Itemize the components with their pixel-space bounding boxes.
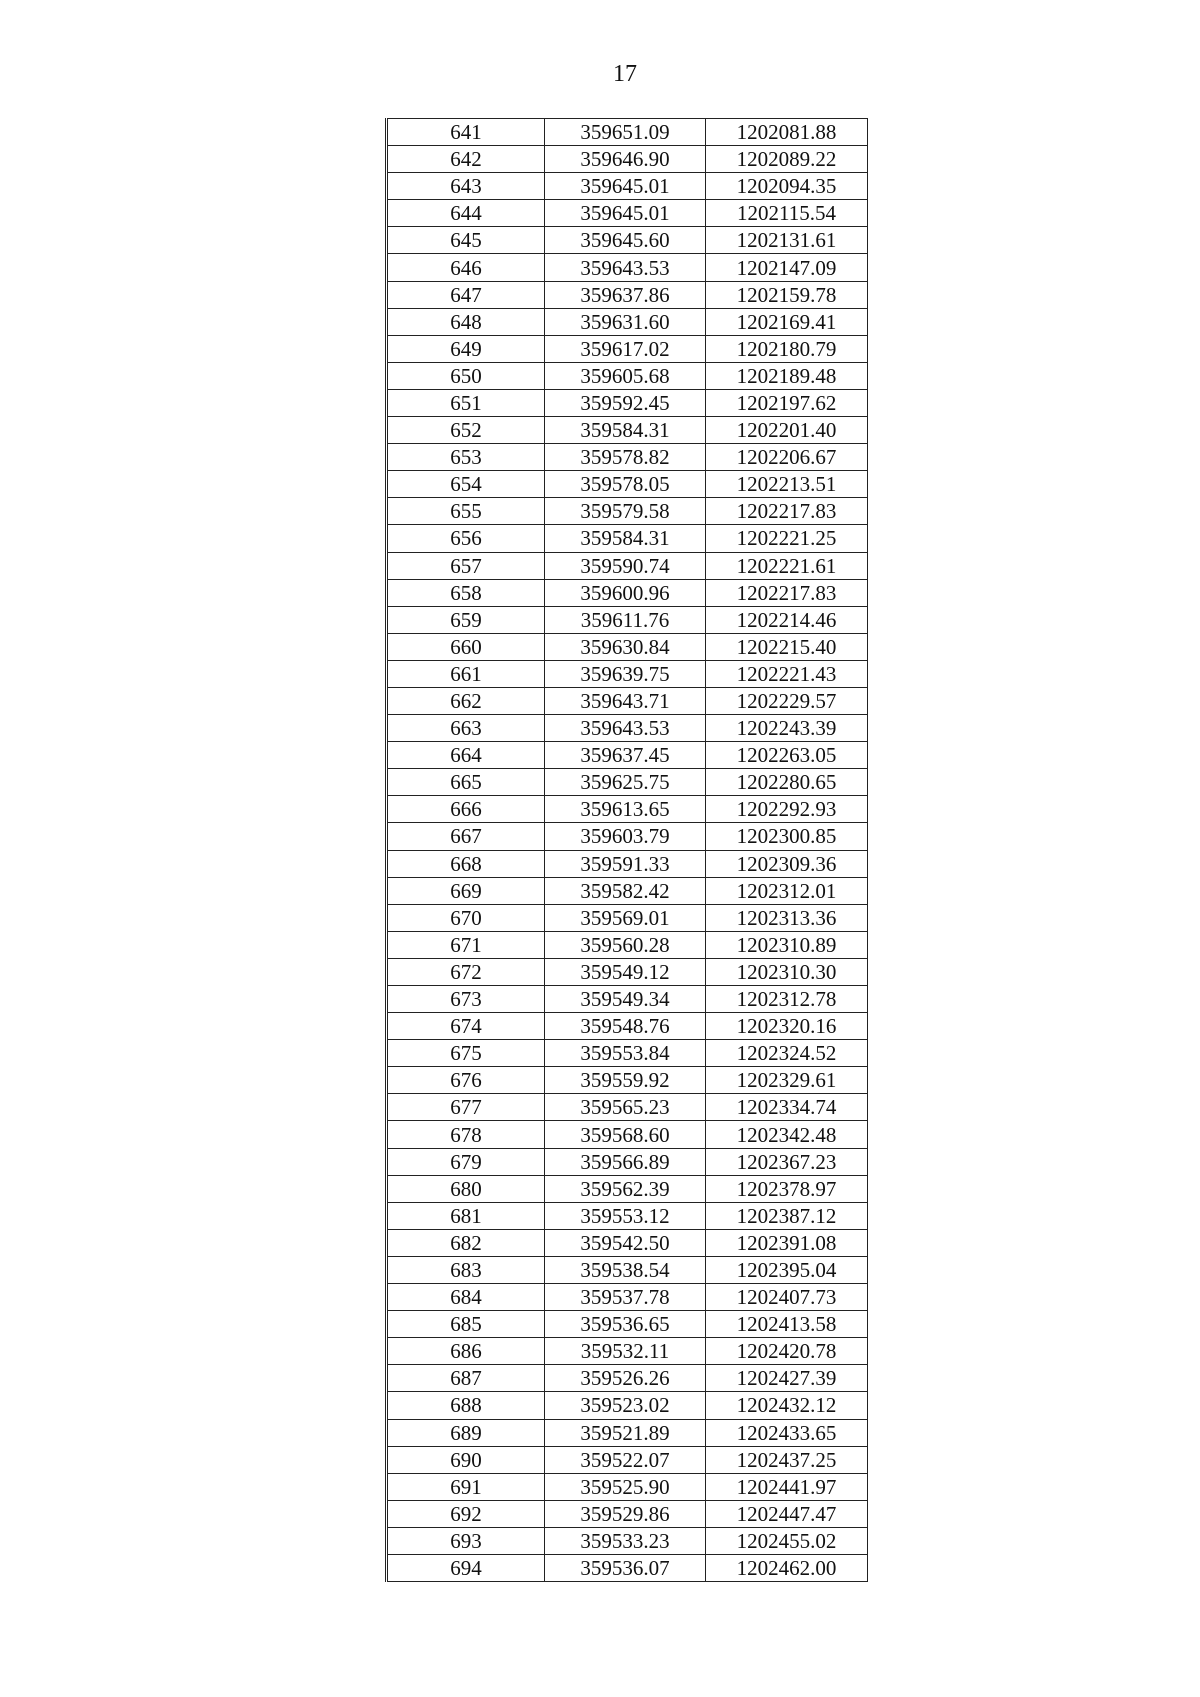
point-number-cell: 658 <box>387 579 545 606</box>
x-coordinate-cell: 359637.86 <box>545 281 706 308</box>
x-coordinate-cell: 359548.76 <box>545 1013 706 1040</box>
point-number-cell: 674 <box>387 1013 545 1040</box>
x-coordinate-cell: 359613.65 <box>545 796 706 823</box>
table-row <box>387 1473 868 1500</box>
table-row <box>387 1311 868 1338</box>
point-number-cell: 688 <box>387 1392 545 1419</box>
table-row <box>387 579 868 606</box>
point-number-cell: 693 <box>387 1527 545 1554</box>
y-coordinate-cell: 1202387.12 <box>706 1202 868 1229</box>
page-number: 17 <box>613 61 637 87</box>
y-coordinate-cell: 1202313.36 <box>706 904 868 931</box>
x-coordinate-cell: 359533.23 <box>545 1527 706 1554</box>
point-number-cell: 643 <box>387 173 545 200</box>
y-coordinate-cell: 1202280.65 <box>706 769 868 796</box>
table-row <box>387 1067 868 1094</box>
point-number-cell: 669 <box>387 877 545 904</box>
point-number-cell: 694 <box>387 1554 545 1581</box>
x-coordinate-cell: 359532.11 <box>545 1338 706 1365</box>
table-row <box>387 660 868 687</box>
x-coordinate-cell: 359643.53 <box>545 715 706 742</box>
x-coordinate-cell: 359592.45 <box>545 389 706 416</box>
table-row <box>387 1256 868 1283</box>
x-coordinate-cell: 359525.90 <box>545 1473 706 1500</box>
point-number-cell: 677 <box>387 1094 545 1121</box>
x-coordinate-cell: 359521.89 <box>545 1419 706 1446</box>
table-row <box>387 173 868 200</box>
point-number-cell: 686 <box>387 1338 545 1365</box>
point-number-cell: 662 <box>387 687 545 714</box>
table-row <box>387 958 868 985</box>
table-row <box>387 471 868 498</box>
x-coordinate-cell: 359582.42 <box>545 877 706 904</box>
x-coordinate-cell: 359617.02 <box>545 335 706 362</box>
x-coordinate-cell: 359522.07 <box>545 1446 706 1473</box>
table-row <box>387 1094 868 1121</box>
table-row <box>387 986 868 1013</box>
point-number-cell: 657 <box>387 552 545 579</box>
x-coordinate-cell: 359591.33 <box>545 850 706 877</box>
table-row <box>387 931 868 958</box>
point-number-cell: 673 <box>387 986 545 1013</box>
point-number-cell: 660 <box>387 633 545 660</box>
y-coordinate-cell: 1202407.73 <box>706 1284 868 1311</box>
x-coordinate-cell: 359526.26 <box>545 1365 706 1392</box>
y-coordinate-cell: 1202413.58 <box>706 1311 868 1338</box>
table-row <box>387 281 868 308</box>
x-coordinate-cell: 359605.68 <box>545 362 706 389</box>
y-coordinate-cell: 1202221.25 <box>706 525 868 552</box>
x-coordinate-cell: 359537.78 <box>545 1284 706 1311</box>
table-row <box>387 1040 868 1067</box>
table-row <box>387 796 868 823</box>
y-coordinate-cell: 1202391.08 <box>706 1229 868 1256</box>
table-row <box>387 1229 868 1256</box>
y-coordinate-cell: 1202229.57 <box>706 687 868 714</box>
y-coordinate-cell: 1202455.02 <box>706 1527 868 1554</box>
x-coordinate-cell: 359553.84 <box>545 1040 706 1067</box>
x-coordinate-cell: 359600.96 <box>545 579 706 606</box>
point-number-cell: 682 <box>387 1229 545 1256</box>
y-coordinate-cell: 1202221.43 <box>706 660 868 687</box>
point-number-cell: 665 <box>387 769 545 796</box>
point-number-cell: 651 <box>387 389 545 416</box>
y-coordinate-cell: 1202089.22 <box>706 146 868 173</box>
table-row <box>387 1148 868 1175</box>
table-row <box>387 200 868 227</box>
point-number-cell: 678 <box>387 1121 545 1148</box>
table-row <box>387 606 868 633</box>
point-number-cell: 644 <box>387 200 545 227</box>
y-coordinate-cell: 1202131.61 <box>706 227 868 254</box>
x-coordinate-cell: 359590.74 <box>545 552 706 579</box>
x-coordinate-cell: 359584.31 <box>545 525 706 552</box>
y-coordinate-cell: 1202447.47 <box>706 1500 868 1527</box>
table-row <box>387 1175 868 1202</box>
table-row <box>387 1121 868 1148</box>
x-coordinate-cell: 359568.60 <box>545 1121 706 1148</box>
point-number-cell: 664 <box>387 742 545 769</box>
table-row <box>387 444 868 471</box>
table-row <box>387 254 868 281</box>
point-number-cell: 645 <box>387 227 545 254</box>
x-coordinate-cell: 359603.79 <box>545 823 706 850</box>
x-coordinate-cell: 359645.01 <box>545 173 706 200</box>
point-number-cell: 656 <box>387 525 545 552</box>
point-number-cell: 684 <box>387 1284 545 1311</box>
point-number-cell: 680 <box>387 1175 545 1202</box>
y-coordinate-cell: 1202221.61 <box>706 552 868 579</box>
point-number-cell: 659 <box>387 606 545 633</box>
point-number-cell: 650 <box>387 362 545 389</box>
y-coordinate-cell: 1202159.78 <box>706 281 868 308</box>
y-coordinate-cell: 1202081.88 <box>706 119 868 146</box>
y-coordinate-cell: 1202320.16 <box>706 1013 868 1040</box>
point-number-cell: 687 <box>387 1365 545 1392</box>
point-number-cell: 676 <box>387 1067 545 1094</box>
table-row <box>387 335 868 362</box>
x-coordinate-cell: 359643.71 <box>545 687 706 714</box>
y-coordinate-cell: 1202214.46 <box>706 606 868 633</box>
point-number-cell: 648 <box>387 308 545 335</box>
table-row <box>387 687 868 714</box>
x-coordinate-cell: 359566.89 <box>545 1148 706 1175</box>
x-coordinate-cell: 359538.54 <box>545 1256 706 1283</box>
point-number-cell: 655 <box>387 498 545 525</box>
table-row <box>387 1365 868 1392</box>
x-coordinate-cell: 359549.12 <box>545 958 706 985</box>
y-coordinate-cell: 1202395.04 <box>706 1256 868 1283</box>
x-coordinate-cell: 359645.01 <box>545 200 706 227</box>
point-number-cell: 646 <box>387 254 545 281</box>
table-row <box>387 850 868 877</box>
y-coordinate-cell: 1202310.89 <box>706 931 868 958</box>
x-coordinate-cell: 359560.28 <box>545 931 706 958</box>
x-coordinate-cell: 359569.01 <box>545 904 706 931</box>
y-coordinate-cell: 1202437.25 <box>706 1446 868 1473</box>
table-row <box>387 1202 868 1229</box>
y-coordinate-cell: 1202094.35 <box>706 173 868 200</box>
y-coordinate-cell: 1202433.65 <box>706 1419 868 1446</box>
table-row <box>387 715 868 742</box>
x-coordinate-cell: 359536.65 <box>545 1311 706 1338</box>
y-coordinate-cell: 1202329.61 <box>706 1067 868 1094</box>
point-number-cell: 685 <box>387 1311 545 1338</box>
point-number-cell: 679 <box>387 1148 545 1175</box>
table-row <box>387 525 868 552</box>
point-number-cell: 681 <box>387 1202 545 1229</box>
x-coordinate-cell: 359643.53 <box>545 254 706 281</box>
point-number-cell: 661 <box>387 660 545 687</box>
y-coordinate-cell: 1202367.23 <box>706 1148 868 1175</box>
y-coordinate-cell: 1202300.85 <box>706 823 868 850</box>
y-coordinate-cell: 1202147.09 <box>706 254 868 281</box>
table-row <box>387 417 868 444</box>
x-coordinate-cell: 359578.05 <box>545 471 706 498</box>
x-coordinate-cell: 359565.23 <box>545 1094 706 1121</box>
point-number-cell: 654 <box>387 471 545 498</box>
x-coordinate-cell: 359579.58 <box>545 498 706 525</box>
table-row <box>387 633 868 660</box>
point-number-cell: 649 <box>387 335 545 362</box>
y-coordinate-cell: 1202342.48 <box>706 1121 868 1148</box>
y-coordinate-cell: 1202378.97 <box>706 1175 868 1202</box>
x-coordinate-cell: 359584.31 <box>545 417 706 444</box>
table-row <box>387 1392 868 1419</box>
y-coordinate-cell: 1202189.48 <box>706 362 868 389</box>
x-coordinate-cell: 359562.39 <box>545 1175 706 1202</box>
point-number-cell: 672 <box>387 958 545 985</box>
x-coordinate-cell: 359625.75 <box>545 769 706 796</box>
table-row <box>387 823 868 850</box>
x-coordinate-cell: 359646.90 <box>545 146 706 173</box>
table-row <box>387 362 868 389</box>
x-coordinate-cell: 359645.60 <box>545 227 706 254</box>
point-number-cell: 668 <box>387 850 545 877</box>
point-number-cell: 666 <box>387 796 545 823</box>
point-number-cell: 675 <box>387 1040 545 1067</box>
table-row <box>387 877 868 904</box>
table-row <box>387 1419 868 1446</box>
point-number-cell: 653 <box>387 444 545 471</box>
point-number-cell: 667 <box>387 823 545 850</box>
table-row <box>387 1446 868 1473</box>
y-coordinate-cell: 1202206.67 <box>706 444 868 471</box>
table-row <box>387 1284 868 1311</box>
table-row <box>387 1500 868 1527</box>
point-number-cell: 671 <box>387 931 545 958</box>
y-coordinate-cell: 1202432.12 <box>706 1392 868 1419</box>
table-row <box>387 552 868 579</box>
point-number-cell: 641 <box>387 119 545 146</box>
x-coordinate-cell: 359651.09 <box>545 119 706 146</box>
point-number-cell: 683 <box>387 1256 545 1283</box>
point-number-cell: 652 <box>387 417 545 444</box>
x-coordinate-cell: 359549.34 <box>545 986 706 1013</box>
y-coordinate-cell: 1202420.78 <box>706 1338 868 1365</box>
y-coordinate-cell: 1202213.51 <box>706 471 868 498</box>
table-row <box>387 227 868 254</box>
table-row <box>387 1338 868 1365</box>
y-coordinate-cell: 1202201.40 <box>706 417 868 444</box>
table-row <box>387 769 868 796</box>
table-row <box>387 308 868 335</box>
coordinates-table <box>385 118 868 1582</box>
x-coordinate-cell: 359542.50 <box>545 1229 706 1256</box>
y-coordinate-cell: 1202312.01 <box>706 877 868 904</box>
table-row <box>387 1527 868 1554</box>
table-row <box>387 1013 868 1040</box>
y-coordinate-cell: 1202263.05 <box>706 742 868 769</box>
x-coordinate-cell: 359529.86 <box>545 1500 706 1527</box>
y-coordinate-cell: 1202441.97 <box>706 1473 868 1500</box>
y-coordinate-cell: 1202462.00 <box>706 1554 868 1581</box>
y-coordinate-cell: 1202324.52 <box>706 1040 868 1067</box>
x-coordinate-cell: 359553.12 <box>545 1202 706 1229</box>
y-coordinate-cell: 1202310.30 <box>706 958 868 985</box>
point-number-cell: 670 <box>387 904 545 931</box>
y-coordinate-cell: 1202309.36 <box>706 850 868 877</box>
table-row <box>387 119 868 146</box>
y-coordinate-cell: 1202217.83 <box>706 579 868 606</box>
table-row <box>387 1554 868 1581</box>
point-number-cell: 642 <box>387 146 545 173</box>
y-coordinate-cell: 1202427.39 <box>706 1365 868 1392</box>
point-number-cell: 691 <box>387 1473 545 1500</box>
table-row <box>387 498 868 525</box>
point-number-cell: 692 <box>387 1500 545 1527</box>
table-row <box>387 742 868 769</box>
point-number-cell: 663 <box>387 715 545 742</box>
y-coordinate-cell: 1202169.41 <box>706 308 868 335</box>
x-coordinate-cell: 359630.84 <box>545 633 706 660</box>
x-coordinate-cell: 359637.45 <box>545 742 706 769</box>
y-coordinate-cell: 1202197.62 <box>706 389 868 416</box>
x-coordinate-cell: 359559.92 <box>545 1067 706 1094</box>
x-coordinate-cell: 359611.76 <box>545 606 706 633</box>
x-coordinate-cell: 359523.02 <box>545 1392 706 1419</box>
x-coordinate-cell: 359631.60 <box>545 308 706 335</box>
y-coordinate-cell: 1202115.54 <box>706 200 868 227</box>
x-coordinate-cell: 359578.82 <box>545 444 706 471</box>
point-number-cell: 689 <box>387 1419 545 1446</box>
y-coordinate-cell: 1202180.79 <box>706 335 868 362</box>
y-coordinate-cell: 1202243.39 <box>706 715 868 742</box>
point-number-cell: 647 <box>387 281 545 308</box>
coordinates-table-body <box>387 119 868 1582</box>
table-row <box>387 389 868 416</box>
x-coordinate-cell: 359639.75 <box>545 660 706 687</box>
y-coordinate-cell: 1202312.78 <box>706 986 868 1013</box>
y-coordinate-cell: 1202334.74 <box>706 1094 868 1121</box>
y-coordinate-cell: 1202215.40 <box>706 633 868 660</box>
table-row <box>387 146 868 173</box>
point-number-cell: 690 <box>387 1446 545 1473</box>
y-coordinate-cell: 1202217.83 <box>706 498 868 525</box>
x-coordinate-cell: 359536.07 <box>545 1554 706 1581</box>
y-coordinate-cell: 1202292.93 <box>706 796 868 823</box>
table-row <box>387 904 868 931</box>
